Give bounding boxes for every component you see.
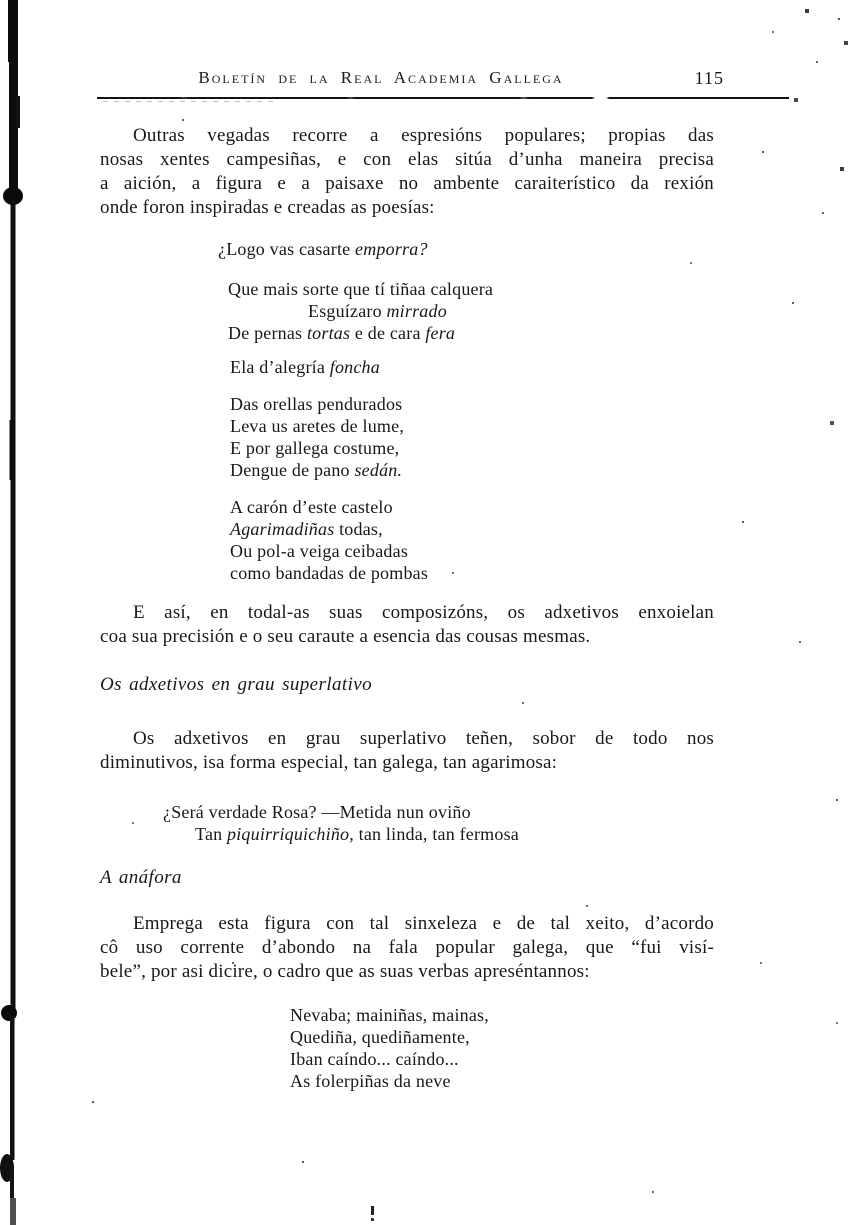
section-heading: Os adxetivos en grau superlativo	[100, 674, 372, 695]
text-run: Dengue de pano	[230, 460, 355, 480]
verse-line: A carón d’este castelo	[230, 497, 393, 517]
text-run: todas,	[334, 519, 383, 539]
verse-quotation	[100, 801, 714, 845]
text-line: Os adxetivos en grau superlativo teñen, sobor de todo nos	[133, 728, 714, 749]
page-header	[100, 68, 724, 94]
italic-run: emporra?	[355, 239, 428, 259]
verse-line: Que mais sorte que tí tiñaa calquera	[228, 279, 494, 299]
text-run: Tan	[195, 824, 228, 844]
verse-line: Leva us aretes de lume,	[230, 416, 405, 436]
verse-line	[100, 518, 714, 540]
book-binding-edge	[0, 0, 30, 1225]
italic-run: fera	[425, 323, 456, 343]
header-rule	[97, 97, 789, 99]
text-line: bele”, por asi dicire, o cadro que as suas verbas apreséntannos:	[100, 961, 590, 982]
text-line: Emprega esta figura con tal sinxeleza e de tal xeito, d’acordo	[133, 913, 714, 934]
verse-line	[100, 356, 714, 378]
italic-run: piquirriquichiño,	[227, 824, 354, 844]
verse-quotation	[100, 238, 714, 260]
verse-quotation	[100, 278, 714, 344]
paragraph	[100, 912, 714, 984]
verse-line: Iban caíndo... caíndo...	[290, 1049, 459, 1069]
verse-quotation	[100, 1004, 714, 1092]
verse-line: Quediña, quediñamente,	[290, 1027, 470, 1047]
section-heading: A anáfora	[100, 867, 182, 888]
journal-title: Boletín de la Real Academia Gallega	[198, 68, 564, 87]
text-line: diminutivos, isa forma especial, tan galega, tan agarimosa:	[100, 752, 558, 773]
verse-quotation	[100, 356, 714, 378]
verse-quotation	[100, 393, 714, 481]
text-run: Ela d’alegría	[230, 357, 330, 377]
verse-line	[100, 238, 714, 260]
italic-run: mirrado	[386, 301, 447, 321]
italic-run: foncha	[329, 357, 380, 377]
verse-line: como bandadas de pombas	[230, 563, 429, 583]
scan-speckles	[0, 0, 2, 2]
verse-line: As folerpiñas da neve	[290, 1071, 451, 1091]
verse-line: Das orellas pendurados	[230, 394, 403, 414]
text-run: ¿Logo vas casarte	[218, 239, 356, 259]
text-line: E así, en todal-as suas composizóns, os adxetivos enxoielan	[133, 602, 714, 623]
paragraph	[100, 601, 714, 649]
text-line: a aición, a figura e a paisaxe no ambente caraiterístico da rexión	[100, 173, 714, 194]
verse-line	[100, 459, 714, 481]
italic-run: sedán.	[354, 460, 403, 480]
verse-line	[100, 823, 714, 845]
italic-run: Agarimadiñas	[230, 519, 335, 539]
verse-line: ¿Será verdade Rosa? —Metida nun oviño	[163, 802, 471, 822]
verse-line	[100, 300, 714, 322]
text-run: tan linda, tan fermosa	[353, 824, 519, 844]
verse-quotation	[100, 496, 714, 584]
verse-line	[100, 322, 714, 344]
text-line: Outras vegadas recorre a espresións populares; propias das	[133, 125, 714, 146]
text-line: coa sua precisión e o seu caraute a esencia das cousas mesmas.	[100, 626, 591, 647]
page-body	[100, 124, 714, 1092]
text-line: nosas xentes campesiñas, e con elas sitúa d’unha maneira precisa	[100, 149, 714, 170]
paragraph	[100, 727, 714, 775]
verse-line: Ou pol-a veiga ceibadas	[230, 541, 409, 561]
italic-run: tortas	[306, 323, 351, 343]
scan-mark	[371, 1206, 374, 1215]
page-number: 115	[694, 68, 724, 88]
text-run: e de cara	[350, 323, 426, 343]
paragraph	[100, 124, 714, 220]
text-run: Esguízaro	[308, 301, 387, 321]
text-line: cô uso corrente d’abondo na fala popular galega, que “fui visí-	[100, 937, 714, 958]
text-run: De pernas	[228, 323, 307, 343]
verse-line: E por gallega costume,	[230, 438, 400, 458]
text-line: onde foron inspiradas e creadas as poesías:	[100, 197, 435, 218]
verse-line: Nevaba; mainiñas, mainas,	[290, 1005, 489, 1025]
